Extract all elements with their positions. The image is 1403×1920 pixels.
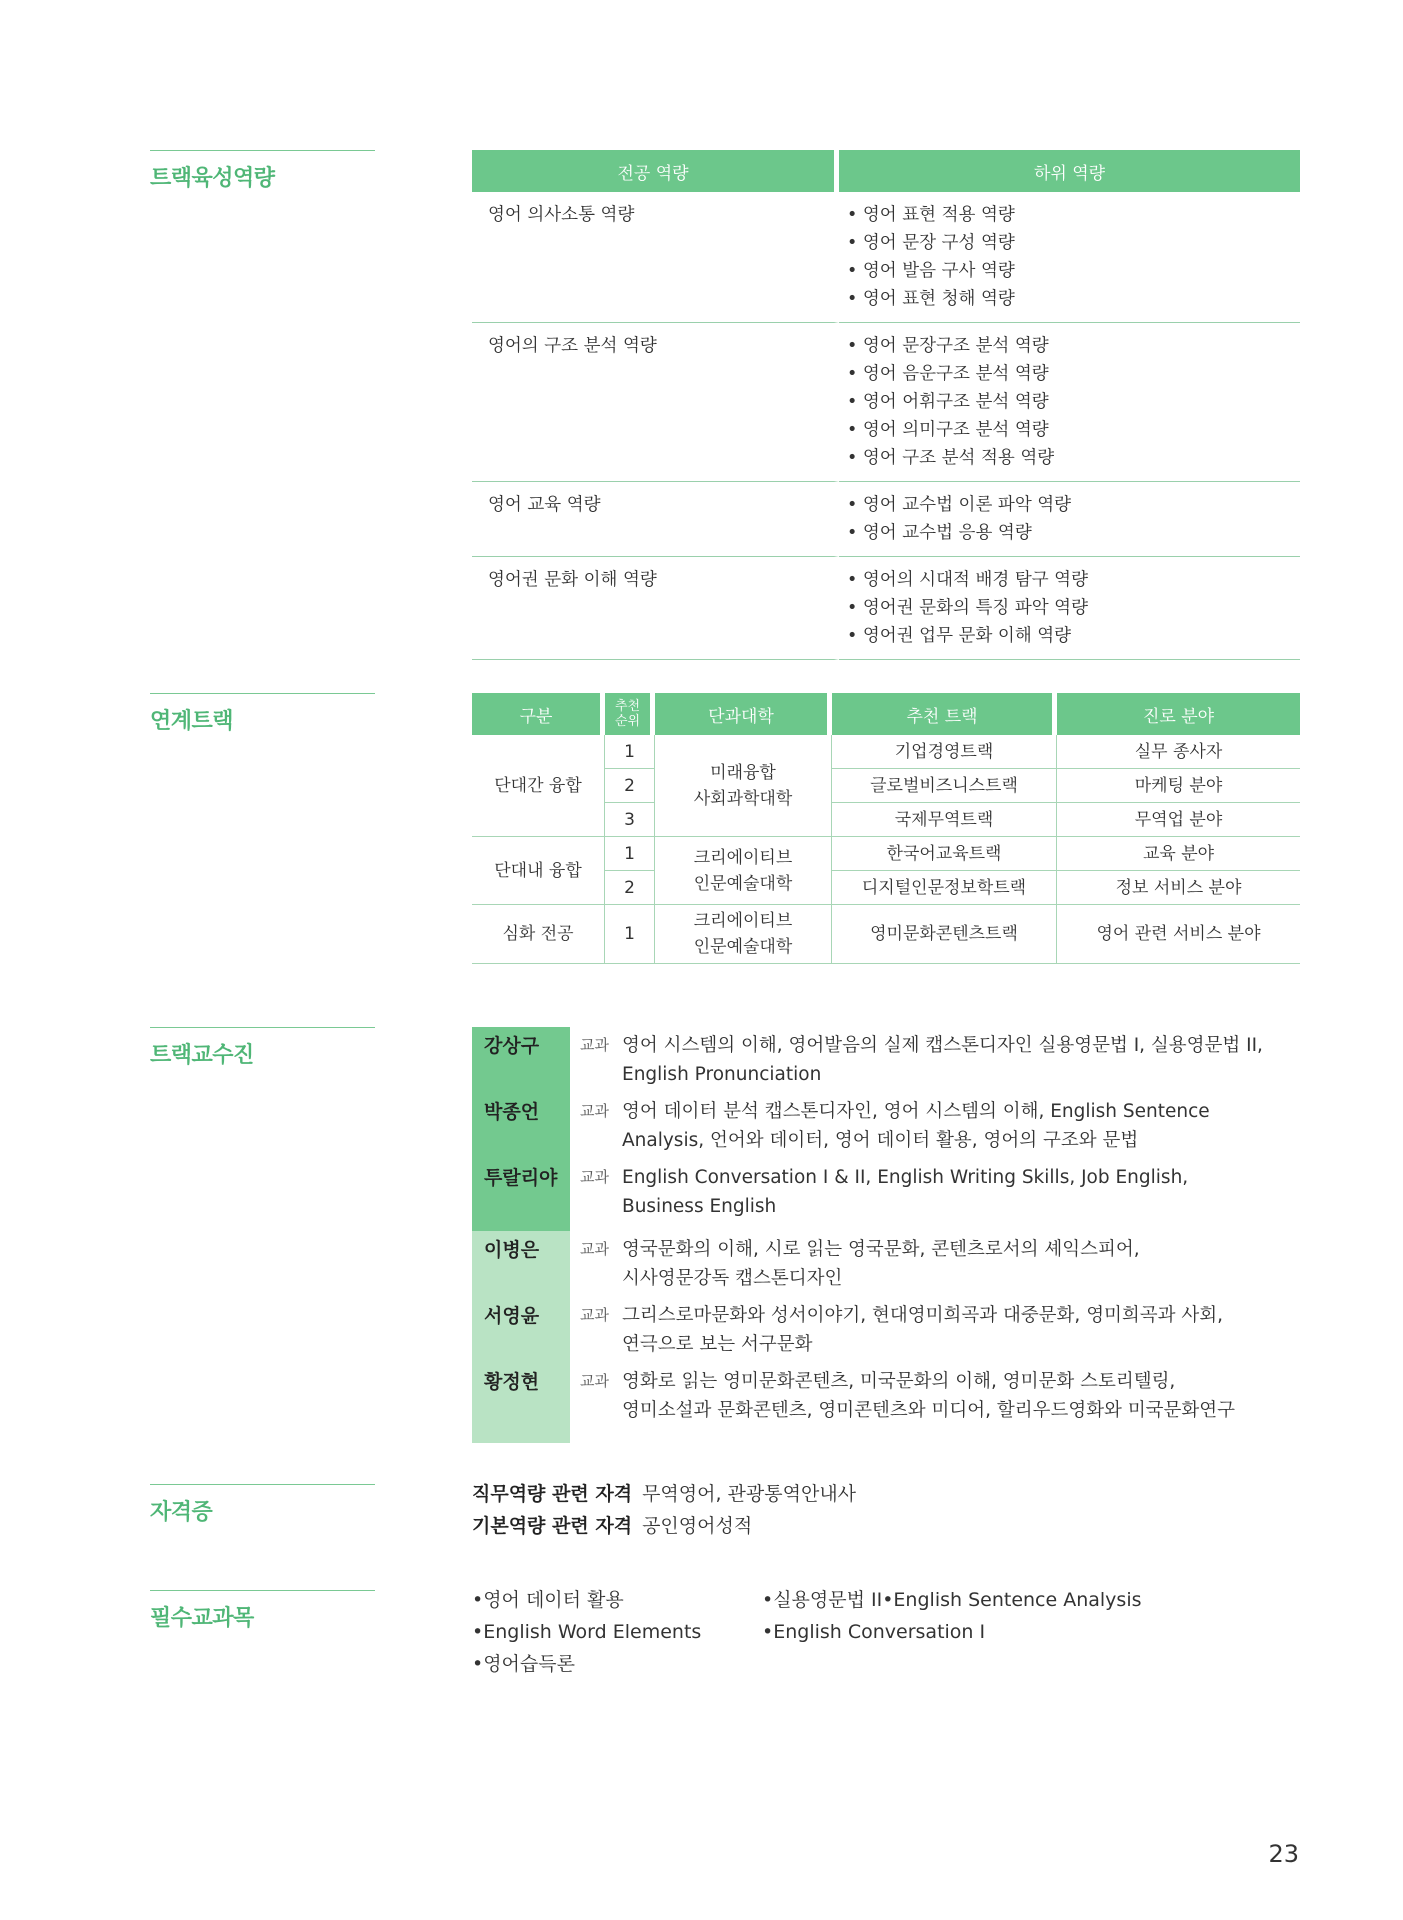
sub-competency-list [839, 557, 1300, 660]
course-tag: 교과 [580, 1036, 609, 1054]
faculty-courses: 영화로 읽는 영미문화콘텐츠, 미국문화의 이해, 영미문화 스토리텔링, 영미소설과 문화콘텐츠, 영미콘텐츠와 미디어, 할리우드영화와 미국문화연구 [622, 1371, 1236, 1421]
section-label-certificate: 자격증 [150, 1484, 375, 1526]
linked-track: 디지털인문정보학트랙 [832, 871, 1057, 905]
linked-track: 기업경영트랙 [832, 735, 1057, 769]
required-course: •영어 데이터 활용 [472, 1589, 624, 1611]
header-type: 구분 [472, 693, 605, 735]
sub-competency: • 영어 교수법 응용 역량 [847, 523, 1032, 543]
faculty-row [472, 1363, 1312, 1443]
faculty-courses: 영국문화의 이해, 시로 읽는 영국문화, 콘텐츠로서의 셰익스피어, 시사영문강독 캡스톤디자인 [622, 1239, 1140, 1289]
faculty-info [570, 1093, 1312, 1159]
major-competency: 영어 교육 역량 [472, 482, 839, 557]
header-rank-line2: 순위 [614, 714, 641, 729]
linked-track: 국제무역트랙 [832, 803, 1057, 837]
linked-rank: 1 [605, 905, 655, 964]
certificate-row [472, 1510, 856, 1542]
faculty-row [472, 1297, 1312, 1363]
faculty-row [472, 1159, 1312, 1231]
linked-row [472, 905, 1300, 964]
linked-track: 한국어교육트랙 [832, 837, 1057, 871]
faculty-info [570, 1027, 1312, 1093]
certificate-value: 공인영어성적 [642, 1515, 753, 1537]
required-course: •실용영문법 II•English Sentence Analysis [762, 1589, 1142, 1611]
competency-row [472, 557, 1300, 660]
linked-career: 마케팅 분야 [1057, 769, 1300, 803]
linked-row [472, 735, 1300, 769]
faculty-courses: 영어 데이터 분석 캡스톤디자인, 영어 시스템의 이해, English Sentence Analysis, 언어와 데이터, 영어 데이터 활용, 영어의 구조와 문법 [622, 1101, 1210, 1151]
course-tag: 교과 [580, 1306, 609, 1324]
major-competency: 영어권 문화 이해 역량 [472, 557, 839, 660]
header-sub-competency: 하위 역량 [839, 150, 1300, 192]
linked-career: 교육 분야 [1057, 837, 1300, 871]
linked-track-table [472, 693, 1300, 964]
sub-competency-list [839, 482, 1300, 557]
faculty-list [472, 1027, 1312, 1443]
linked-career: 무역업 분야 [1057, 803, 1300, 837]
linked-college: 크리에이티브 인문예술대학 [655, 837, 832, 905]
required-course: •English Conversation I [762, 1621, 986, 1643]
certificate-value: 무역영어, 관광통역안내사 [642, 1483, 857, 1505]
section-label-faculty: 트랙교수진 [150, 1027, 375, 1069]
course-tag: 교과 [580, 1372, 609, 1390]
linked-track: 글로벌비즈니스트랙 [832, 769, 1057, 803]
section-label-competency: 트랙육성역량 [150, 150, 375, 192]
sub-competency-list [839, 192, 1300, 323]
linked-type: 심화 전공 [472, 905, 605, 964]
faculty-name: 이병은 [472, 1231, 570, 1297]
linked-career: 영어 관련 서비스 분야 [1057, 905, 1300, 964]
sub-competency: • 영어 표현 청해 역량 [847, 289, 1015, 309]
sub-competency: • 영어 음운구조 분석 역량 [847, 364, 1049, 384]
faculty-name: 황정현 [472, 1363, 570, 1443]
competency-table [472, 150, 1300, 660]
linked-rank: 2 [605, 769, 655, 803]
faculty-info [570, 1231, 1312, 1297]
faculty-row [472, 1027, 1312, 1093]
linked-rank: 1 [605, 837, 655, 871]
competency-row [472, 482, 1300, 557]
header-career: 진로 분야 [1057, 693, 1300, 735]
linked-career: 실무 종사자 [1057, 735, 1300, 769]
header-rank-line1: 추천 [614, 699, 641, 714]
certificate-label: 기본역량 관련 자격 [472, 1515, 633, 1537]
linked-college: 크리에이티브 인문예술대학 [655, 905, 832, 964]
sub-competency: • 영어권 업무 문화 이해 역량 [847, 626, 1072, 646]
linked-row [472, 837, 1300, 871]
certificate-label: 직무역량 관련 자격 [472, 1483, 633, 1505]
faculty-info [570, 1297, 1312, 1363]
course-tag: 교과 [580, 1168, 609, 1186]
sub-competency: • 영어권 문화의 특징 파악 역량 [847, 598, 1088, 618]
header-college: 단과대학 [655, 693, 832, 735]
competency-row [472, 323, 1300, 482]
certificate-row [472, 1478, 856, 1510]
faculty-courses: 그리스로마문화와 성서이야기, 현대영미희곡과 대중문화, 영미희곡과 사회, 연극으로 보는 서구문화 [622, 1305, 1224, 1355]
section-label-required: 필수교과목 [150, 1590, 375, 1632]
linked-type: 단대간 융합 [472, 735, 605, 837]
section-label-linked: 연계트랙 [150, 693, 375, 735]
linked-college: 미래융합 사회과학대학 [655, 735, 832, 837]
required-course: •English Word Elements [472, 1621, 702, 1643]
sub-competency: • 영어 의미구조 분석 역량 [847, 420, 1049, 440]
header-major-competency: 전공 역량 [472, 150, 839, 192]
faculty-row [472, 1093, 1312, 1159]
competency-row [472, 192, 1300, 323]
faculty-name: 투랄리야 [472, 1159, 570, 1231]
major-competency: 영어의 구조 분석 역량 [472, 323, 839, 482]
linked-rank: 1 [605, 735, 655, 769]
header-track: 추천 트랙 [832, 693, 1057, 735]
sub-competency: • 영어 문장 구성 역량 [847, 233, 1015, 253]
faculty-info [570, 1159, 1312, 1231]
faculty-courses: English Conversation I & II, English Writing Skills, Job English, Business English [622, 1167, 1189, 1217]
major-competency: 영어 의사소통 역량 [472, 192, 839, 323]
header-rank [605, 693, 655, 735]
faculty-row [472, 1231, 1312, 1297]
linked-rank: 2 [605, 871, 655, 905]
sub-competency: • 영어 구조 분석 적용 역량 [847, 448, 1055, 468]
sub-competency: • 영어 교수법 이론 파악 역량 [847, 495, 1072, 515]
faculty-name: 서영윤 [472, 1297, 570, 1363]
linked-career: 정보 서비스 분야 [1057, 871, 1300, 905]
required-course: •영어습득론 [472, 1653, 575, 1675]
linked-rank: 3 [605, 803, 655, 837]
sub-competency-list [839, 323, 1300, 482]
sub-competency: • 영어 표현 적용 역량 [847, 205, 1015, 225]
sub-competency: • 영어의 시대적 배경 탐구 역량 [847, 570, 1088, 590]
sub-competency: • 영어 발음 구사 역량 [847, 261, 1015, 281]
certificate-list [472, 1478, 856, 1542]
required-col-1 [472, 1584, 701, 1680]
page-number: 23 [1268, 1840, 1299, 1868]
sub-competency: • 영어 어휘구조 분석 역량 [847, 392, 1049, 412]
faculty-info [570, 1363, 1312, 1443]
course-tag: 교과 [580, 1102, 609, 1120]
faculty-courses: 영어 시스템의 이해, 영어발음의 실제 캡스톤디자인 실용영문법 I, 실용영문법 II, English Pronunciation [622, 1035, 1263, 1085]
linked-track: 영미문화콘텐츠트랙 [832, 905, 1057, 964]
course-tag: 교과 [580, 1240, 609, 1258]
required-col-2 [762, 1584, 1142, 1648]
linked-type: 단대내 융합 [472, 837, 605, 905]
sub-competency: • 영어 문장구조 분석 역량 [847, 336, 1049, 356]
faculty-name: 강상구 [472, 1027, 570, 1093]
faculty-name: 박종언 [472, 1093, 570, 1159]
